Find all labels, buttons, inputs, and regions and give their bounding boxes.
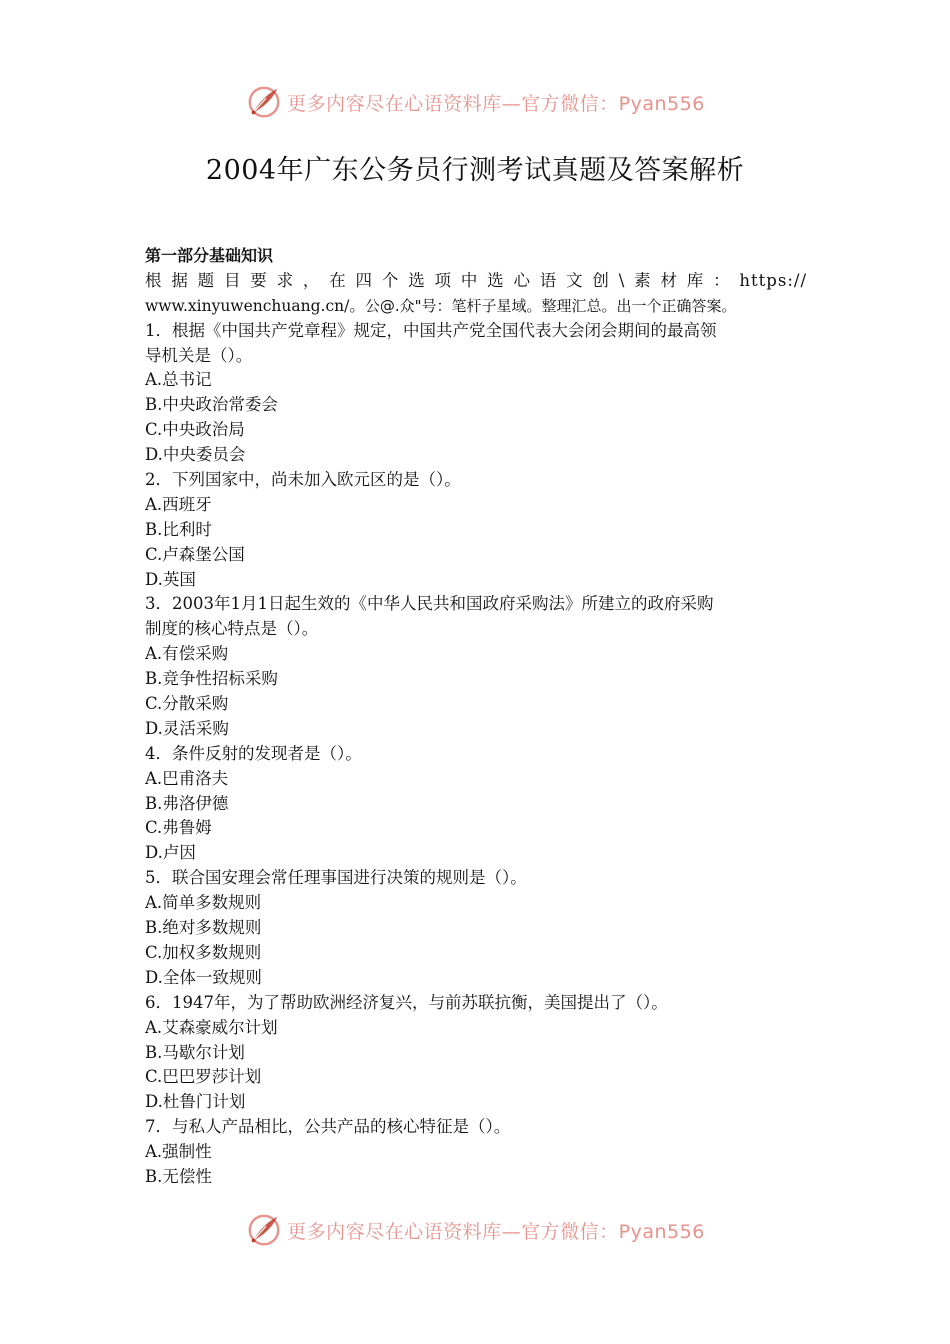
question-stem: 1．根据《中国共产党章程》规定，中国共产党全国代表大会闭会期间的最高领 <box>145 320 717 340</box>
question-item <box>145 319 807 468</box>
answer-option: D.全体一致规则 <box>145 967 262 987</box>
answer-option: A.简单多数规则 <box>145 893 262 913</box>
answer-option: B.弗洛伊德 <box>145 793 229 813</box>
answer-option: C.卢森堡公国 <box>145 544 245 564</box>
wechat-id: Pyan556 <box>618 1220 705 1243</box>
banner-text: 更多内容尽在心语资料库—官方微信：Pyan556 <box>287 1220 705 1243</box>
question-item <box>145 1115 807 1190</box>
question-item <box>145 742 807 866</box>
document-body <box>145 244 807 1190</box>
question-stem: 3．2003年1月1日起生效的《中华人民共和国政府采购法》所建立的政府采购 <box>145 594 714 614</box>
answer-option: A.强制性 <box>145 1142 212 1162</box>
intro-url: www.xinyuwenchuang.cn/。 <box>145 296 365 315</box>
question-stem-continued: 导机关是（）。 <box>145 345 253 365</box>
question-stem-continued: 制度的核心特点是（）。 <box>145 619 319 639</box>
answer-option: B.竞争性招标采购 <box>145 669 278 689</box>
question-stem: 7．与私人产品相比，公共产品的核心特征是（）。 <box>145 1117 511 1137</box>
question-item <box>145 468 807 592</box>
answer-option: A.巴甫洛夫 <box>145 768 229 788</box>
question-stem: 5．联合国安理会常任理事国进行决策的规则是（）。 <box>145 868 527 888</box>
footer-banner <box>0 1208 950 1252</box>
answer-option: D.中央委员会 <box>145 445 246 465</box>
answer-option: C.加权多数规则 <box>145 942 262 962</box>
question-item <box>145 592 807 741</box>
answer-option: A.西班牙 <box>145 494 212 514</box>
question-list <box>145 319 807 1190</box>
page-title: 2004年广东公务员行测考试真题及答案解析 <box>205 155 745 186</box>
answer-option: D.卢因 <box>145 843 196 863</box>
question-stem: 4．条件反射的发现者是（）。 <box>145 743 362 763</box>
answer-option: D.灵活采购 <box>145 718 229 738</box>
intro-rest: 公@.众"号：笔杆子星域。整理汇总。出一个正确答案。 <box>364 296 737 315</box>
answer-option: A.总书记 <box>145 370 212 390</box>
answer-option: C.分散采购 <box>145 694 229 714</box>
feather-pen-icon <box>245 1211 283 1249</box>
answer-option: C.中央政治局 <box>145 420 245 440</box>
intro-line-2 <box>145 294 807 319</box>
section-heading: 第一部分基础知识 <box>145 246 274 265</box>
question-stem: 2．下列国家中，尚未加入欧元区的是（）。 <box>145 470 461 490</box>
answer-option: C.巴巴罗莎计划 <box>145 1067 262 1087</box>
question-item <box>145 991 807 1115</box>
intro-line-1: 根据题目要求，在四个选项中选心语文创\素材库：https:// <box>145 270 807 290</box>
answer-option: A.有偿采购 <box>145 644 229 664</box>
answer-option: B.绝对多数规则 <box>145 918 262 938</box>
question-stem: 6．1947年，为了帮助欧洲经济复兴，与前苏联抗衡，美国提出了（）。 <box>145 992 668 1012</box>
feather-pen-icon <box>245 83 283 121</box>
answer-option: D.杜鲁门计划 <box>145 1092 246 1112</box>
banner-text: 更多内容尽在心语资料库—官方微信：Pyan556 <box>287 92 705 115</box>
answer-option: D.英国 <box>145 569 196 589</box>
header-banner <box>0 80 950 124</box>
wechat-id: Pyan556 <box>618 92 705 115</box>
answer-option: B.中央政治常委会 <box>145 395 278 415</box>
answer-option: A.艾森豪威尔计划 <box>145 1017 278 1037</box>
answer-option: C.弗鲁姆 <box>145 818 212 838</box>
question-item <box>145 866 807 990</box>
answer-option: B.比利时 <box>145 519 212 539</box>
answer-option: B.马歇尔计划 <box>145 1042 245 1062</box>
answer-option: B.无偿性 <box>145 1166 212 1186</box>
